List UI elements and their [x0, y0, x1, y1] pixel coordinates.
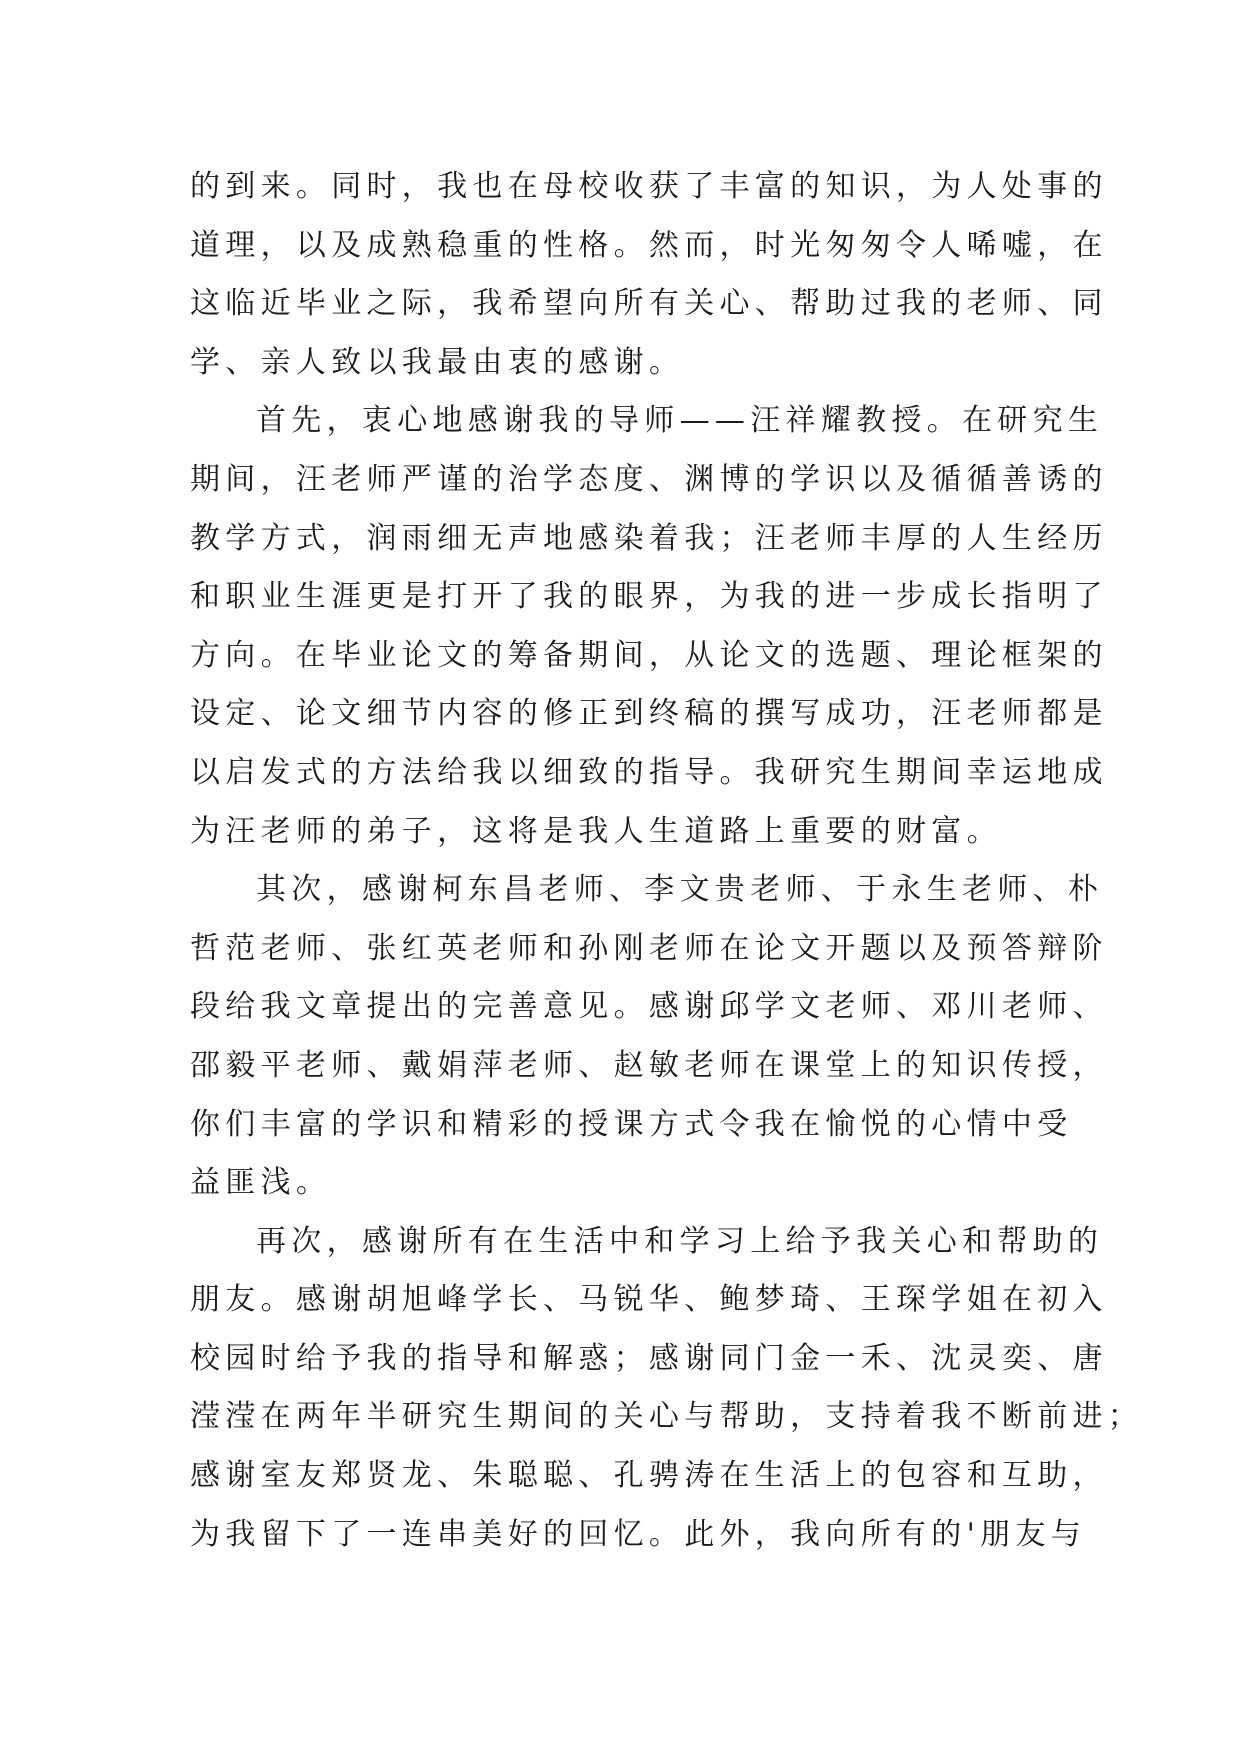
text-line: 滢滢在两年半研究生期间的关心与帮助，支持着我不断前进；: [190, 1399, 1144, 1435]
paragraph-start-line: 其次，感谢柯东昌老师、李文贵老师、于永生老师、朴: [256, 872, 1104, 908]
text-line: 朋友。感谢胡旭峰学长、马锐华、鲍梦琦、王琛学姐在初入: [190, 1282, 1108, 1318]
text-line: 设定、论文细节内容的修正到终稿的撰写成功，汪老师都是: [190, 696, 1108, 732]
text-line: 方向。在毕业论文的筹备期间，从论文的选题、理论框架的: [190, 637, 1108, 673]
body-text: [190, 158, 1144, 1564]
text-line: 益匪浅。: [190, 1165, 332, 1201]
paragraph-start-line: 再次，感谢所有在生活中和学习上给予我关心和帮助的: [256, 1223, 1104, 1259]
text-line: 校园时给予我的指导和解惑；感谢同门金一禾、沈灵奕、唐: [190, 1340, 1108, 1376]
text-line: 感谢室友郑贤龙、朱聪聪、孔骋涛在生活上的包容和互助，: [190, 1458, 1108, 1494]
text-line: 段给我文章提出的完善意见。感谢邱学文老师、邓川老师、: [190, 989, 1108, 1025]
text-line: 邵毅平老师、戴娟萍老师、赵敏老师在课堂上的知识传授，: [190, 1047, 1108, 1083]
text-line: 道理，以及成熟稳重的性格。然而，时光匆匆令人唏嘘，在: [190, 227, 1108, 263]
text-line: 这临近毕业之际，我希望向所有关心、帮助过我的老师、同: [190, 286, 1108, 322]
text-line: 以启发式的方法给我以细致的指导。我研究生期间幸运地成: [190, 754, 1108, 790]
text-line: 教学方式，润雨细无声地感染着我；汪老师丰厚的人生经历: [190, 520, 1108, 556]
text-line: 和职业生涯更是打开了我的眼界，为我的进一步成长指明了: [190, 579, 1108, 615]
text-line: 为我留下了一连串美好的回忆。此外，我向所有的'朋友与: [190, 1516, 1087, 1552]
paragraph-start-line: 首先，衷心地感谢我的导师——汪祥耀教授。在研究生: [256, 403, 1104, 439]
text-line: 哲范老师、张红英老师和孙刚老师在论文开题以及预答辩阶: [190, 930, 1108, 966]
text-line: 期间，汪老师严谨的治学态度、渊博的学识以及循循善诱的: [190, 461, 1108, 497]
text-line: 的到来。同时，我也在母校收获了丰富的知识，为人处事的: [190, 169, 1108, 204]
text-line: 学、亲人致以我最由衷的感谢。: [190, 344, 685, 380]
text-line: 为汪老师的弟子，这将是我人生道路上重要的财富。: [190, 813, 1002, 849]
text-line: 你们丰富的学识和精彩的授课方式令我在愉悦的心情中受: [190, 1106, 1073, 1142]
